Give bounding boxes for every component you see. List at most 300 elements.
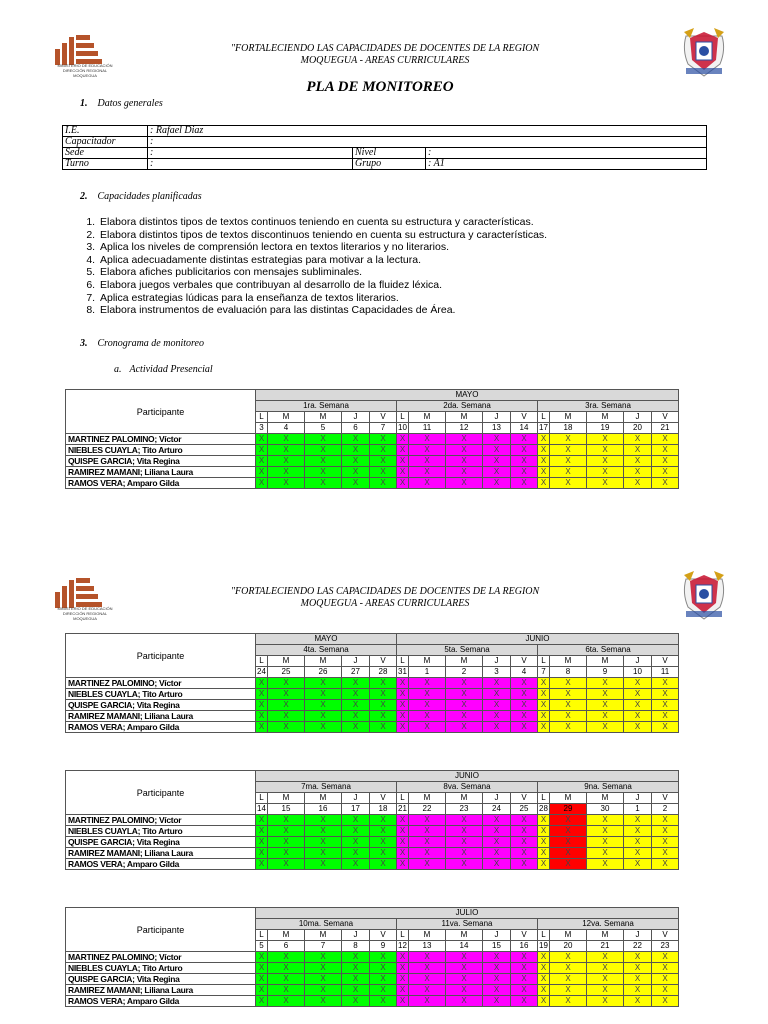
monitoring-mark: X: [587, 445, 624, 456]
monitoring-mark: X: [397, 826, 409, 837]
participant-name: RAMIREZ MAMANI; Liliana Laura: [66, 848, 256, 859]
monitoring-mark: X: [409, 974, 446, 985]
monitoring-mark: X: [397, 996, 409, 1007]
day-letter: M: [550, 930, 587, 941]
participant-name: RAMIREZ MAMANI; Liliana Laura: [66, 985, 256, 996]
monitoring-mark: X: [409, 963, 446, 974]
monitoring-mark: X: [268, 456, 305, 467]
monitoring-mark: X: [587, 456, 624, 467]
day-letter: M: [409, 412, 446, 423]
monitoring-mark: X: [397, 700, 409, 711]
day-letter: V: [652, 656, 679, 667]
day-letter: M: [268, 656, 305, 667]
date-number: 7: [370, 423, 397, 434]
participant-header: Participante: [66, 390, 256, 434]
monitoring-mark: X: [256, 711, 268, 722]
monitoring-mark: X: [550, 689, 587, 700]
monitoring-mark: X: [370, 711, 397, 722]
monitoring-mark: X: [409, 678, 446, 689]
monitoring-mark: X: [397, 985, 409, 996]
date-number: 20: [624, 423, 652, 434]
monitoring-mark: X: [511, 445, 538, 456]
day-letter: J: [483, 930, 511, 941]
monitoring-mark: X: [256, 434, 268, 445]
participant-row: [66, 711, 679, 722]
monitoring-mark: X: [550, 478, 587, 489]
participant-header: Participante: [66, 634, 256, 678]
monitoring-mark: X: [268, 467, 305, 478]
monitoring-mark: X: [397, 445, 409, 456]
monitoring-mark: X: [483, 478, 511, 489]
monitoring-mark: X: [409, 996, 446, 1007]
section-number: 3.: [80, 338, 88, 349]
monitoring-mark: X: [483, 700, 511, 711]
monitoring-mark: X: [446, 996, 483, 1007]
monitoring-mark: X: [409, 456, 446, 467]
monitoring-mark: X: [305, 848, 342, 859]
date-number: 19: [587, 423, 624, 434]
monitoring-mark: X: [305, 826, 342, 837]
logo-caption-2: DIRECCIÓN REGIONAL: [62, 68, 108, 73]
monitoring-mark: X: [483, 963, 511, 974]
date-number: 27: [342, 667, 370, 678]
participant-row: [66, 963, 679, 974]
monitoring-mark: X: [370, 848, 397, 859]
participant-row: [66, 837, 679, 848]
monitoring-mark: X: [305, 434, 342, 445]
capacidades-list: [86, 216, 547, 317]
monitoring-mark: X: [624, 985, 652, 996]
logo-caption-3: MOQUEGUA: [73, 73, 97, 78]
date-number: 11: [652, 667, 679, 678]
capacidad-item: 7. Aplica estrategias lúdicas para la enseñanza de textos literarios.: [98, 292, 547, 305]
monitoring-mark: X: [397, 963, 409, 974]
monitoring-mark: X: [652, 985, 679, 996]
date-number: 23: [652, 941, 679, 952]
monitoring-mark: X: [342, 722, 370, 733]
turno-label: Turno: [63, 159, 148, 170]
monitoring-mark: X: [256, 478, 268, 489]
monitoring-mark: X: [538, 826, 550, 837]
regional-crest: [680, 569, 728, 623]
date-number: 21: [398, 804, 407, 813]
day-letter: M: [305, 656, 342, 667]
date-number: 17: [342, 804, 370, 815]
monitoring-mark: X: [483, 848, 511, 859]
monitoring-mark: X: [587, 974, 624, 985]
monitoring-mark: X: [268, 974, 305, 985]
participant-row: [66, 478, 679, 489]
day-letter: V: [652, 412, 679, 423]
monitoring-mark: X: [483, 826, 511, 837]
monitoring-mark: X: [587, 996, 624, 1007]
logo-caption-2: DIRECCIÓN REGIONAL: [62, 611, 108, 616]
date-number: 14: [511, 423, 538, 434]
monitoring-mark: X: [538, 996, 550, 1007]
monitoring-mark: X: [256, 826, 268, 837]
monitoring-mark: X: [256, 859, 268, 870]
monitoring-mark: X: [538, 467, 550, 478]
schedule-table-4: [65, 907, 679, 1007]
capacitador-label: Capacitador: [63, 137, 148, 148]
day-letter: V: [652, 930, 679, 941]
monitoring-mark: X: [538, 478, 550, 489]
monitoring-mark: X: [550, 837, 587, 848]
monitoring-mark: X: [446, 974, 483, 985]
ministry-logo: [45, 576, 125, 636]
monitoring-mark: X: [342, 678, 370, 689]
monitoring-mark: X: [483, 974, 511, 985]
monitoring-mark: X: [446, 478, 483, 489]
monitoring-mark: X: [550, 434, 587, 445]
date-number: 12: [398, 941, 407, 950]
monitoring-mark: X: [538, 700, 550, 711]
monitoring-mark: X: [624, 722, 652, 733]
monitoring-mark: X: [483, 837, 511, 848]
day-letter: M: [268, 930, 305, 941]
monitoring-mark: X: [397, 434, 409, 445]
monitoring-mark: X: [483, 434, 511, 445]
day-letter: V: [511, 793, 538, 804]
monitoring-mark: X: [268, 952, 305, 963]
monitoring-mark: X: [446, 722, 483, 733]
date-number: 12: [446, 423, 483, 434]
monitoring-mark: X: [483, 815, 511, 826]
participant-name: NIEBLES CUAYLA; Tito Arturo: [66, 826, 256, 837]
monitoring-mark: X: [652, 837, 679, 848]
day-letter: L: [256, 656, 268, 667]
monitoring-mark: X: [483, 859, 511, 870]
date-number: 14: [446, 941, 483, 952]
monitoring-mark: X: [370, 689, 397, 700]
monitoring-mark: X: [511, 478, 538, 489]
week-label: 11va. Semana: [397, 919, 538, 930]
monitoring-mark: X: [550, 445, 587, 456]
monitoring-mark: X: [446, 434, 483, 445]
week-label: 9na. Semana: [538, 782, 679, 793]
date-number: 9: [587, 667, 624, 678]
monitoring-mark: X: [305, 837, 342, 848]
monitoring-mark: X: [268, 434, 305, 445]
monitoring-mark: X: [652, 996, 679, 1007]
monitoring-mark: X: [305, 689, 342, 700]
monitoring-mark: X: [268, 445, 305, 456]
date-number: 1: [624, 804, 652, 815]
monitoring-mark: X: [342, 815, 370, 826]
monitoring-mark: X: [538, 859, 550, 870]
monitoring-mark: X: [511, 985, 538, 996]
monitoring-mark: X: [446, 952, 483, 963]
monitoring-mark: X: [409, 826, 446, 837]
monitoring-mark: X: [409, 711, 446, 722]
monitoring-mark: X: [409, 815, 446, 826]
monitoring-mark: X: [587, 859, 624, 870]
day-letter: V: [370, 656, 397, 667]
monitoring-mark: X: [305, 815, 342, 826]
day-letter: M: [305, 930, 342, 941]
monitoring-mark: X: [652, 678, 679, 689]
monitoring-mark: X: [342, 467, 370, 478]
monitoring-mark: X: [397, 952, 409, 963]
monitoring-mark: X: [446, 467, 483, 478]
monitoring-mark: X: [342, 837, 370, 848]
date-number: 6: [342, 423, 370, 434]
monitoring-mark: X: [550, 985, 587, 996]
ie-label: I.E.: [63, 126, 148, 137]
subsection-number: a.: [114, 364, 122, 375]
monitoring-mark: X: [446, 859, 483, 870]
participant-header: Participante: [66, 771, 256, 815]
participant-row: [66, 678, 679, 689]
monitoring-mark: X: [409, 837, 446, 848]
motto-line-1: "FORTALECIENDO LAS CAPACIDADES DE DOCENTES DE LA REGION: [230, 586, 540, 597]
capacidad-item: 2. Elabora distintos tipos de textos discontinuos teniendo en cuenta su estructura y características.: [98, 229, 547, 242]
participant-row: [66, 952, 679, 963]
monitoring-mark: X: [268, 859, 305, 870]
monitoring-mark: X: [538, 848, 550, 859]
monitoring-mark: X: [342, 963, 370, 974]
motto-line-2: MOQUEGUA - AREAS CURRICULARES: [300, 55, 470, 66]
monitoring-mark: X: [483, 467, 511, 478]
monitoring-mark: X: [342, 826, 370, 837]
date-number: 7: [305, 941, 342, 952]
date-number: 11: [409, 423, 446, 434]
date-number: 13: [483, 423, 511, 434]
monitoring-mark: X: [446, 711, 483, 722]
nivel-value: :: [426, 148, 707, 159]
participant-name: QUISPE GARCIA; Vita Regina: [66, 974, 256, 985]
monitoring-mark: X: [446, 700, 483, 711]
week-label: 1ra. Semana: [256, 401, 397, 412]
monitoring-mark: X: [511, 722, 538, 733]
monitoring-mark: X: [511, 837, 538, 848]
day-letter: L: [538, 793, 550, 804]
participant-row: [66, 848, 679, 859]
monitoring-mark: X: [370, 815, 397, 826]
participant-row: [66, 859, 679, 870]
section-datos-generales: [80, 98, 163, 109]
monitoring-mark: X: [342, 456, 370, 467]
participant-row: [66, 826, 679, 837]
monitoring-mark: X: [587, 826, 624, 837]
monitoring-mark: X: [397, 722, 409, 733]
day-letter: L: [256, 793, 268, 804]
day-letter: V: [370, 930, 397, 941]
monitoring-mark: X: [397, 711, 409, 722]
date-number: 15: [268, 804, 305, 815]
monitoring-mark: X: [624, 974, 652, 985]
participant-name: RAMOS VERA; Amparo Gilda: [66, 859, 256, 870]
monitoring-mark: X: [342, 859, 370, 870]
monitoring-mark: X: [370, 722, 397, 733]
schedule-table-1: [65, 389, 679, 489]
participant-name: QUISPE GARCIA; Vita Regina: [66, 456, 256, 467]
monitoring-mark: X: [550, 826, 587, 837]
section-number: 2.: [80, 191, 88, 202]
monitoring-mark: X: [538, 678, 550, 689]
date-number: 23: [446, 804, 483, 815]
monitoring-mark: X: [624, 859, 652, 870]
participant-row: [66, 467, 679, 478]
section-cronograma: [80, 338, 204, 349]
page-title: PLA DE MONITOREO: [306, 79, 454, 95]
date-number: 28: [370, 667, 397, 678]
day-letter: M: [587, 412, 624, 423]
monitoring-mark: X: [511, 974, 538, 985]
monitoring-mark: X: [305, 445, 342, 456]
monitoring-mark: X: [305, 952, 342, 963]
date-number: 7: [538, 667, 550, 678]
monitoring-mark: X: [446, 837, 483, 848]
schedule-table-3: [65, 770, 679, 870]
monitoring-mark: X: [446, 848, 483, 859]
monitoring-mark: X: [256, 996, 268, 1007]
participant-row: [66, 815, 679, 826]
monitoring-mark: X: [624, 678, 652, 689]
monitoring-mark: X: [624, 700, 652, 711]
monitoring-mark: X: [256, 848, 268, 859]
day-letter: M: [268, 412, 305, 423]
date-number: 8: [342, 941, 370, 952]
monitoring-mark: X: [652, 478, 679, 489]
monitoring-mark: X: [538, 456, 550, 467]
date-number: 5: [256, 941, 268, 952]
monitoring-mark: X: [268, 815, 305, 826]
nivel-label: Nivel: [353, 148, 426, 159]
participant-row: [66, 996, 679, 1007]
day-letter: V: [370, 793, 397, 804]
day-letter: L: [397, 793, 409, 804]
monitoring-mark: X: [342, 996, 370, 1007]
monitoring-mark: X: [446, 815, 483, 826]
capacitador-value: :: [148, 137, 707, 148]
monitoring-mark: X: [483, 952, 511, 963]
monitoring-mark: X: [256, 952, 268, 963]
day-letter: M: [409, 930, 446, 941]
monitoring-mark: X: [397, 678, 409, 689]
week-label: 7ma. Semana: [256, 782, 397, 793]
monitoring-mark: X: [409, 985, 446, 996]
monitoring-mark: X: [342, 445, 370, 456]
monitoring-mark: X: [305, 985, 342, 996]
monitoring-mark: X: [409, 445, 446, 456]
monitoring-mark: X: [511, 963, 538, 974]
monitoring-mark: X: [256, 815, 268, 826]
monitoring-mark: X: [483, 711, 511, 722]
monitoring-mark: X: [538, 952, 550, 963]
monitoring-mark: X: [587, 848, 624, 859]
monitoring-mark: X: [370, 445, 397, 456]
monitoring-mark: X: [652, 711, 679, 722]
monitoring-mark: X: [550, 467, 587, 478]
monitoring-mark: X: [511, 848, 538, 859]
capacidad-item: 5. Elabora afiches publicitarios con mensajes subliminales.: [98, 266, 547, 279]
participant-row: [66, 456, 679, 467]
monitoring-mark: X: [446, 985, 483, 996]
month-label: JULIO: [256, 908, 679, 919]
monitoring-mark: X: [624, 689, 652, 700]
day-letter: M: [446, 656, 483, 667]
monitoring-mark: X: [446, 456, 483, 467]
monitoring-mark: X: [550, 848, 587, 859]
day-letter: J: [342, 412, 370, 423]
participant-name: QUISPE GARCIA; Vita Regina: [66, 837, 256, 848]
participant-row: [66, 434, 679, 445]
monitoring-mark: X: [268, 689, 305, 700]
monitoring-mark: X: [409, 848, 446, 859]
monitoring-mark: X: [550, 963, 587, 974]
monitoring-mark: X: [268, 722, 305, 733]
day-letter: M: [446, 412, 483, 423]
monitoring-mark: X: [652, 467, 679, 478]
date-number: 5: [305, 423, 342, 434]
monitoring-mark: X: [370, 700, 397, 711]
monitoring-mark: X: [268, 996, 305, 1007]
month-label: MAYO: [256, 390, 679, 401]
capacidad-item: 6. Elabora juegos verbales que contribuyan al desarrollo de la fluidez léxica.: [98, 279, 547, 292]
monitoring-mark: X: [624, 952, 652, 963]
monitoring-mark: X: [409, 859, 446, 870]
day-letter: M: [409, 793, 446, 804]
monitoring-mark: X: [624, 963, 652, 974]
subsection-label: Actividad Presencial: [129, 364, 213, 375]
monitoring-mark: X: [446, 963, 483, 974]
date-number: 17: [539, 423, 548, 432]
participant-name: MARTINEZ PALOMINO; Víctor: [66, 434, 256, 445]
motto-line-1: "FORTALECIENDO LAS CAPACIDADES DE DOCENTES DE LA REGION: [230, 43, 540, 54]
monitoring-mark: X: [397, 478, 409, 489]
monitoring-mark: X: [538, 711, 550, 722]
date-number: 3: [256, 423, 268, 434]
monitoring-mark: X: [652, 445, 679, 456]
monitoring-mark: X: [624, 478, 652, 489]
day-letter: V: [652, 793, 679, 804]
week-label: 6ta. Semana: [538, 645, 679, 656]
monitoring-mark: X: [370, 996, 397, 1007]
date-number: 19: [539, 941, 548, 950]
monitoring-mark: X: [511, 711, 538, 722]
monitoring-mark: X: [511, 859, 538, 870]
monitoring-mark: X: [409, 952, 446, 963]
monitoring-mark: X: [587, 434, 624, 445]
monitoring-mark: X: [256, 974, 268, 985]
date-number: 18: [370, 804, 397, 815]
month-label: JUNIO: [397, 634, 679, 645]
day-letter: L: [538, 656, 550, 667]
monitoring-mark: X: [538, 722, 550, 733]
monitoring-mark: X: [483, 678, 511, 689]
day-letter: J: [624, 930, 652, 941]
day-letter: J: [342, 793, 370, 804]
monitoring-mark: X: [538, 985, 550, 996]
monitoring-mark: X: [652, 826, 679, 837]
monitoring-mark: X: [409, 722, 446, 733]
day-letter: L: [538, 930, 550, 941]
monitoring-mark: X: [483, 456, 511, 467]
logo-caption-1: MINISTERIO DE EDUCACIÓN: [57, 606, 113, 611]
monitoring-mark: X: [624, 445, 652, 456]
participant-name: NIEBLES CUAYLA; Tito Arturo: [66, 963, 256, 974]
participant-name: MARTINEZ PALOMINO; Víctor: [66, 678, 256, 689]
monitoring-mark: X: [550, 711, 587, 722]
monitoring-mark: X: [409, 467, 446, 478]
monitoring-mark: X: [483, 996, 511, 1007]
monitoring-mark: X: [550, 815, 587, 826]
date-number: 25: [511, 804, 538, 815]
monitoring-mark: X: [587, 952, 624, 963]
monitoring-mark: X: [305, 996, 342, 1007]
monitoring-mark: X: [550, 456, 587, 467]
